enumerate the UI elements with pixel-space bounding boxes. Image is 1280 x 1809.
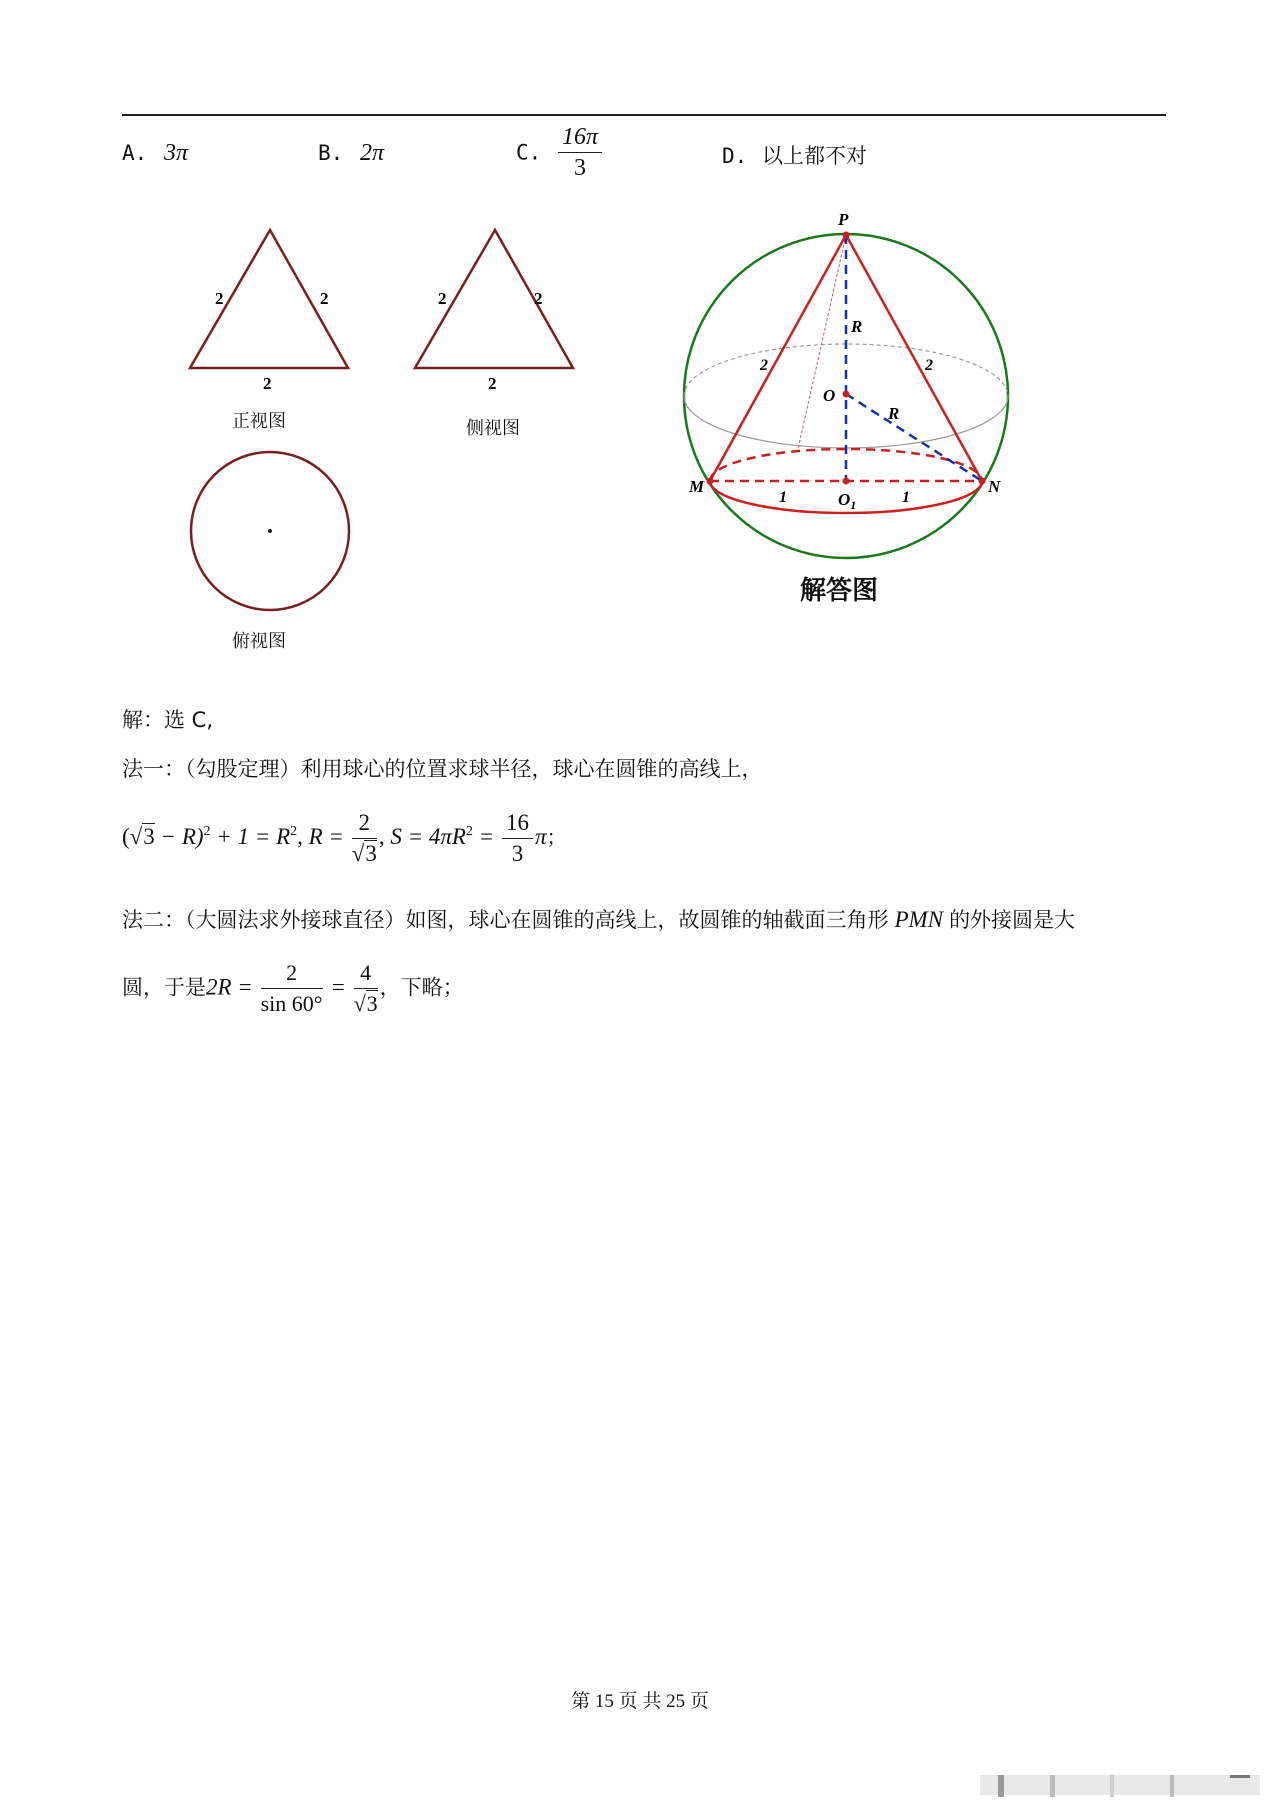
answer-figure-caption: 解答图 <box>800 576 879 606</box>
segment-PM <box>710 235 846 481</box>
option-a: A. 3π <box>122 140 189 166</box>
front-view-left-label: 2 <box>215 289 224 308</box>
label-O1: $O_1$ <box>838 490 857 512</box>
page-footer: 第 15 页 共 25 页 <box>571 1691 709 1712</box>
solution-method1: 法一：（勾股定理）利用球心的位置求球半径，球心在圆锥的高线上， <box>122 757 763 781</box>
solution-intro: 解：选 C, <box>122 708 214 732</box>
side-view-base-label: 2 <box>488 374 497 393</box>
three-views-figure <box>170 215 590 655</box>
solution-method2: 法二：（大圆法求外接球直径）如图，球心在圆锥的高线上，故圆锥的轴截面三角形 PMN 的外接圆是大 <box>122 907 1076 932</box>
label-MO1: 1 <box>779 489 787 506</box>
point-O1 <box>843 478 850 485</box>
point-O <box>843 391 850 398</box>
label-edge-PN: 2 <box>925 357 933 374</box>
label-P: P <box>838 210 849 229</box>
segment-ON <box>846 394 982 481</box>
cone-hidden-generatrix <box>798 235 846 449</box>
point-N <box>979 478 986 485</box>
label-edge-PM: 2 <box>760 357 768 374</box>
side-view-left-label: 2 <box>438 289 447 308</box>
label-N: N <box>988 477 1001 496</box>
option-b: B. 2π <box>318 140 385 166</box>
label-R-radius: R <box>888 404 900 423</box>
front-view-right-label: 2 <box>320 289 329 308</box>
side-view-right-label: 2 <box>534 289 543 308</box>
front-view-caption: 正视图 <box>232 411 286 432</box>
option-c-fraction: $\frac{16\pi}{3}$ <box>558 124 602 181</box>
option-d: D. 以上都不对 <box>722 144 867 168</box>
bottom-scan-artifact <box>960 1772 1260 1802</box>
top-view-caption: 俯视图 <box>232 631 286 652</box>
point-M <box>707 478 714 485</box>
point-P <box>843 232 850 239</box>
answer-figure <box>660 205 1040 585</box>
solution-equation-1: $(√3 - R)^2 + 1 = R^2$, R = $\frac{2}{√3}$ , $S = 4\pi R^2$ = $\frac{16}{3}$ π； <box>122 810 567 866</box>
solution-equation-2: 圆，于是2R = $\frac{2}{\sin 60^\circ}$ = $\frac{4}{√3}$ ，下略； <box>122 960 464 1016</box>
header-rule <box>122 114 1166 116</box>
option-c: C. $\frac{16\pi}{3}$ <box>516 124 604 181</box>
label-O1N: 1 <box>902 489 910 506</box>
label-R-height: R <box>851 317 863 336</box>
segment-PN <box>846 235 982 481</box>
label-M: M <box>689 477 705 496</box>
front-view-base-label: 2 <box>263 374 272 393</box>
top-view-center-dot <box>268 529 272 533</box>
side-view-caption: 侧视图 <box>466 418 520 439</box>
label-O: O <box>823 386 836 405</box>
